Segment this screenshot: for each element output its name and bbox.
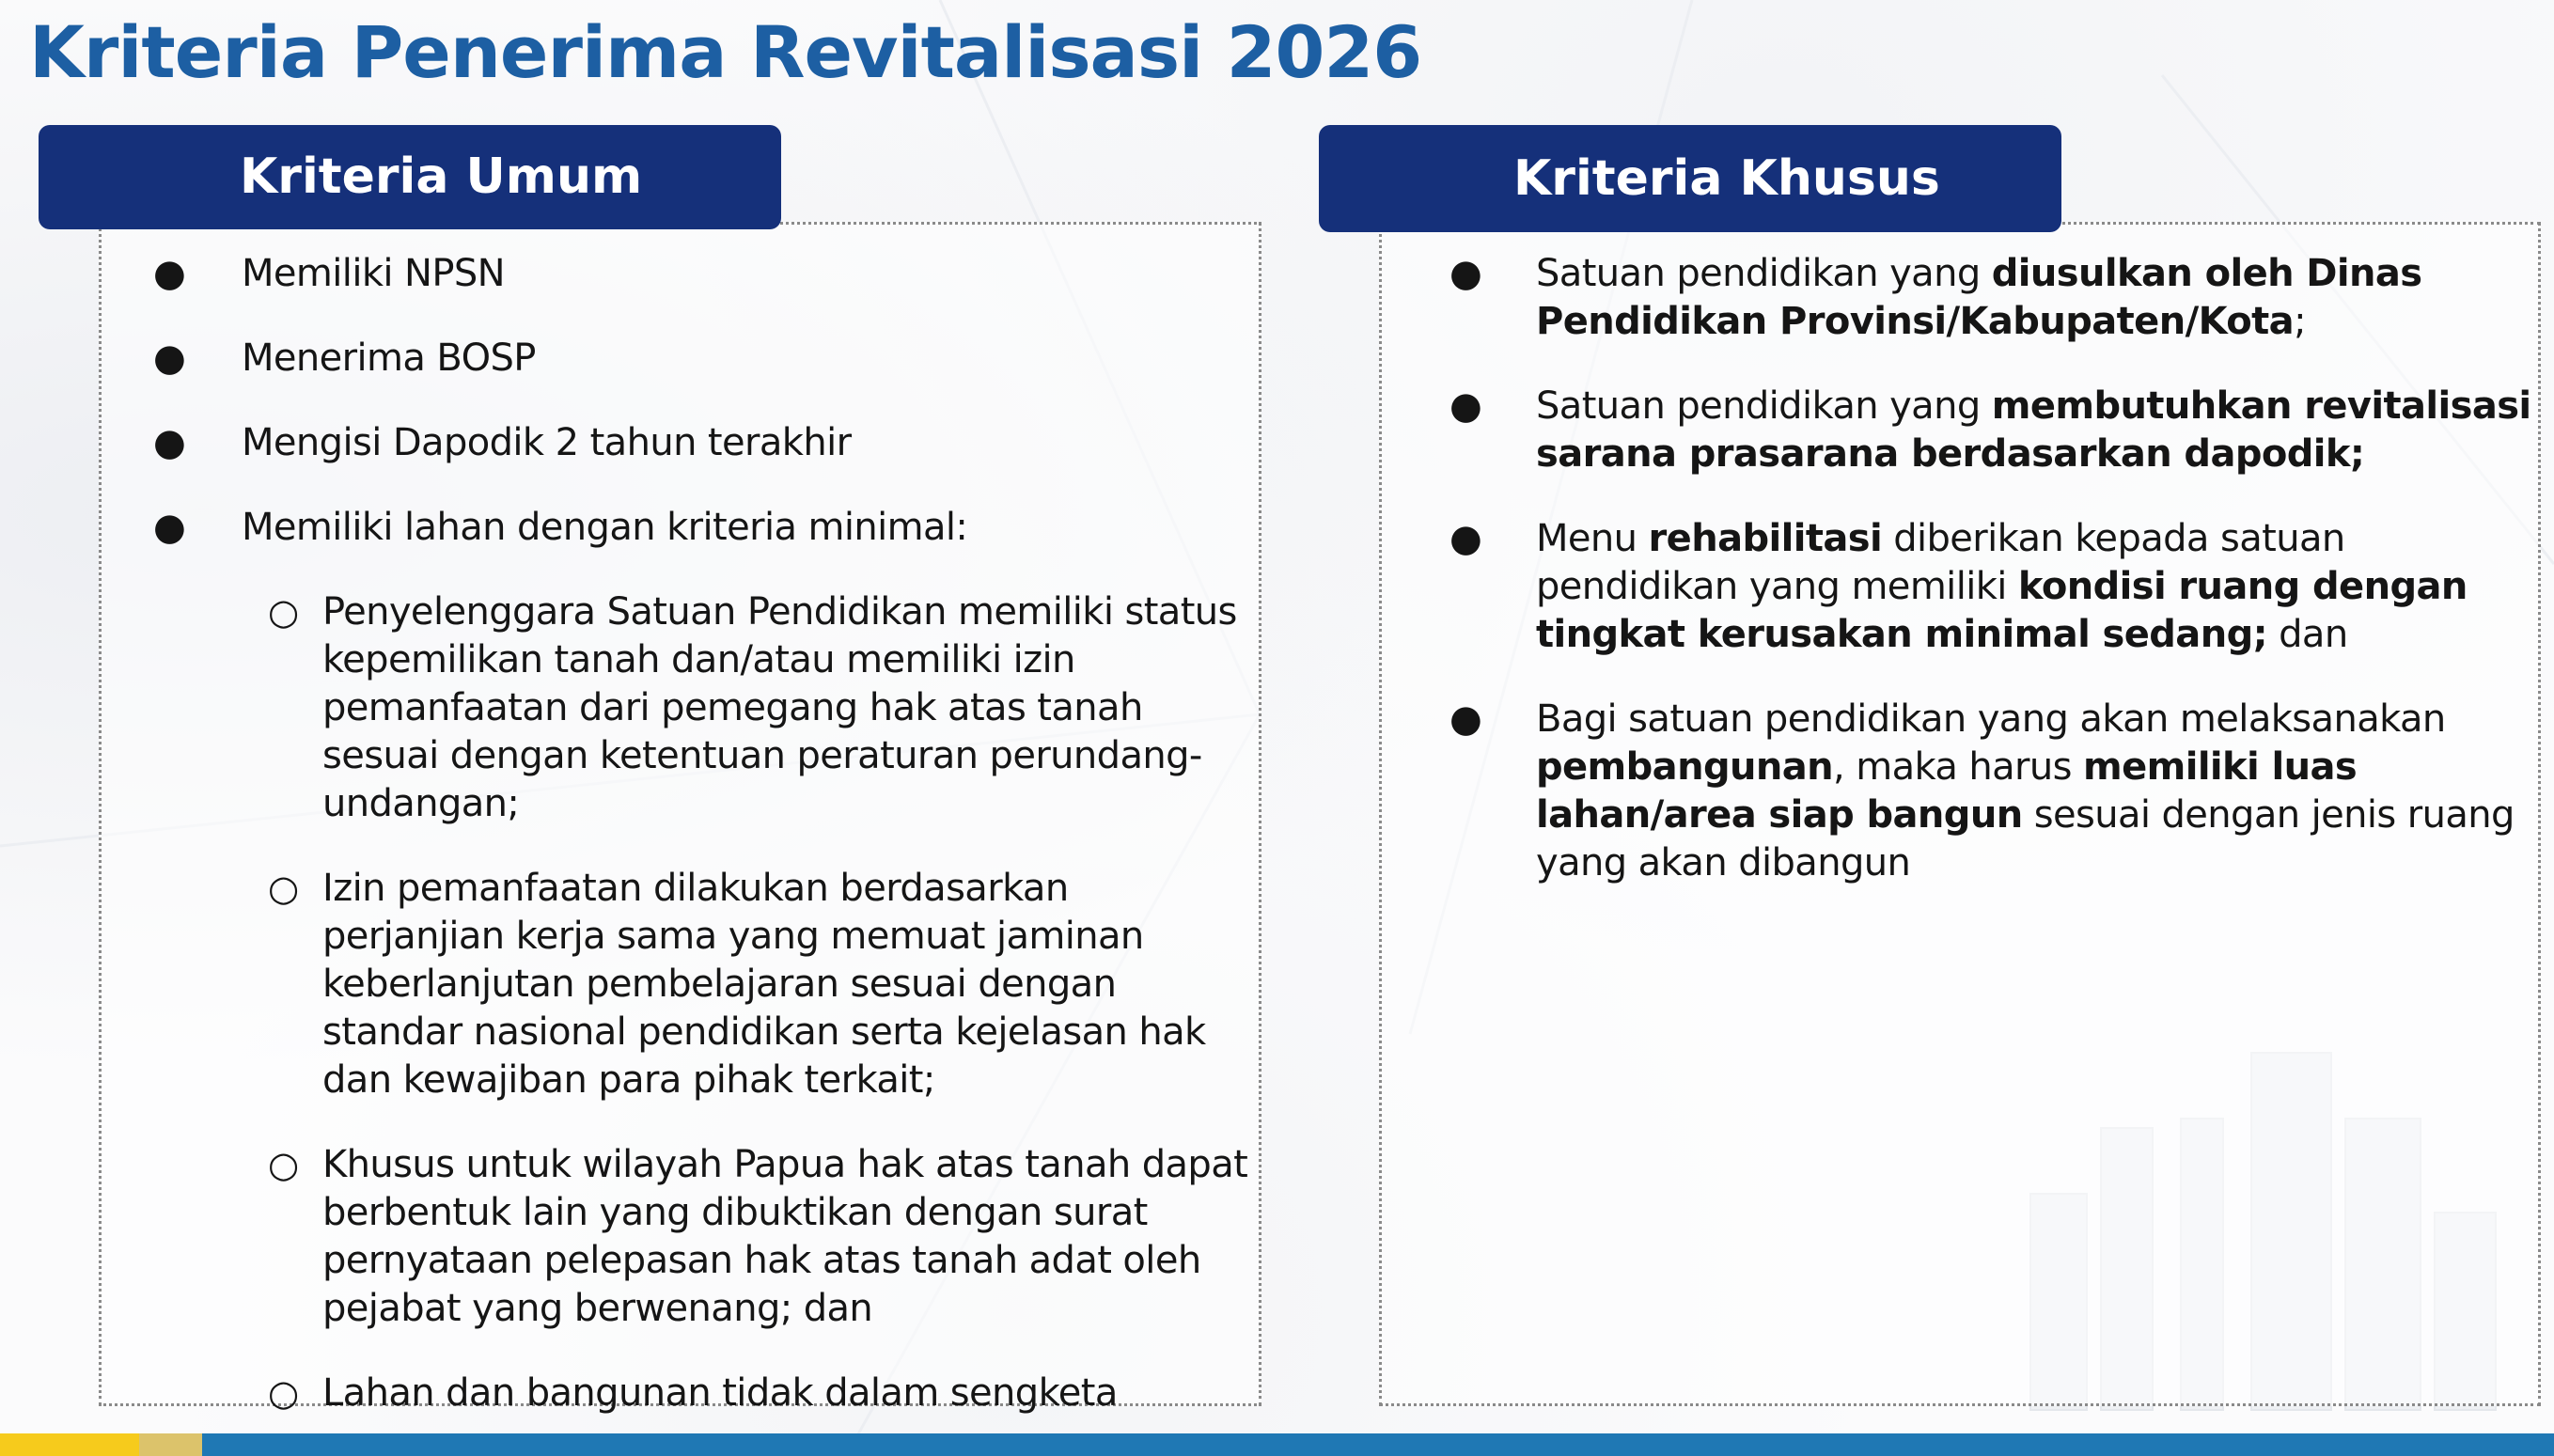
sub-list-item (242, 1141, 1260, 1333)
sub-list-item-text: Lahan dan bangunan tidak dalam sengketa (322, 1371, 1118, 1415)
page-title: Kriteria Penerima Revitalisasi 2026 (29, 10, 1422, 94)
list-item (150, 250, 1260, 298)
circle-bullet-icon: ○ (268, 1372, 299, 1414)
footer-tan-segment (139, 1433, 202, 1456)
list-item-text: Menu rehabilitasi diberikan kepada satuan pendidikan yang memiliki kondisi ruang dengan tingkat kerusakan minimal sedang; dan (1536, 517, 2468, 656)
sub-list-item (242, 865, 1260, 1104)
bullet-icon: ● (153, 421, 186, 464)
circle-bullet-icon: ○ (268, 591, 299, 633)
sub-list-item-text: Penyelenggara Satuan Pendidikan memiliki status kepemilikan tanah dan/atau memiliki izin pemanfaatan dari pemegang hak atas tanah sesuai dengan ketentuan peraturan perundang-undangan; (322, 590, 1237, 825)
list-item (1448, 696, 2538, 887)
list-item-text: Satuan pendidikan yang membutuhkan revitalisasi sarana prasarana berdasarkan dapodik; (1536, 384, 2531, 476)
footer-bar (0, 1433, 2554, 1456)
list-item-text: Mengisi Dapodik 2 tahun terakhir (242, 421, 852, 464)
general-criteria-header: Kriteria Umum (39, 125, 781, 229)
footer-blue-segment (202, 1433, 2554, 1456)
list-item-text: Memiliki lahan dengan kriteria minimal: (242, 506, 968, 549)
sub-list-item (242, 588, 1260, 828)
circle-bullet-icon: ○ (268, 868, 299, 909)
bullet-icon: ● (1449, 252, 1482, 295)
list-item (1448, 383, 2538, 478)
land-criteria-sublist (242, 588, 1260, 1417)
special-criteria-list (1448, 250, 2538, 924)
bullet-icon: ● (153, 337, 186, 380)
general-criteria-list (150, 250, 1260, 1454)
list-item (150, 504, 1260, 1417)
list-item-text: Menerima BOSP (242, 337, 536, 380)
bullet-icon: ● (153, 506, 186, 549)
list-item-text: Bagi satuan pendidikan yang akan melaksanakan pembangunan, maka harus memiliki luas lahan/area siap bangun sesuai dengan jenis ruang yang akan dibangun (1536, 697, 2515, 885)
bullet-icon: ● (153, 252, 186, 295)
footer-yellow-segment (0, 1433, 139, 1456)
circle-bullet-icon: ○ (268, 1144, 299, 1185)
sub-list-item (242, 1370, 1260, 1417)
sub-list-item-text: Khusus untuk wilayah Papua hak atas tanah dapat berbentuk lain yang dibuktikan dengan surat pernyataan pelepasan hak atas tanah adat oleh pejabat yang berwenang; dan (322, 1143, 1248, 1330)
bullet-icon: ● (1449, 384, 1482, 428)
list-item (150, 419, 1260, 467)
bullet-icon: ● (1449, 517, 1482, 560)
list-item-text: Memiliki NPSN (242, 252, 505, 295)
list-item (1448, 515, 2538, 659)
sub-list-item-text: Izin pemanfaatan dilakukan berdasarkan perjanjian kerja sama yang memuat jaminan keberlanjutan pembelajaran sesuai dengan standar nasional pendidikan serta kejelasan hak dan kewajiban para pihak terkait; (322, 867, 1206, 1102)
list-item (150, 335, 1260, 383)
list-item-text: Satuan pendidikan yang diusulkan oleh Dinas Pendidikan Provinsi/Kabupaten/Kota; (1536, 252, 2422, 343)
bullet-icon: ● (1449, 697, 1482, 741)
list-item (1448, 250, 2538, 346)
special-criteria-header: Kriteria Khusus (1319, 125, 2061, 232)
